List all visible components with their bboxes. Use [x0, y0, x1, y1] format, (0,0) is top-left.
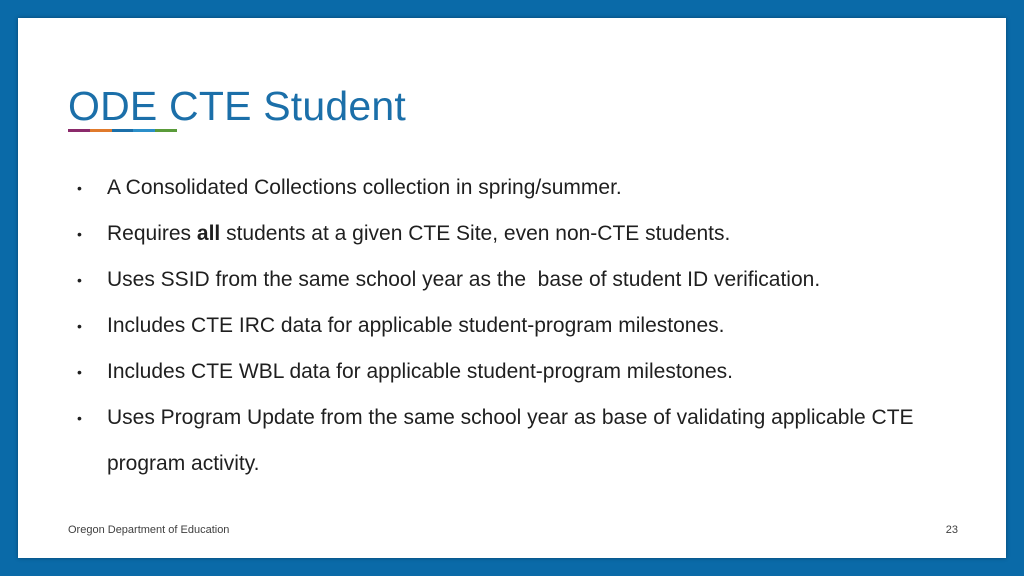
bullet-dot: • [77, 364, 82, 380]
bullet-text: Includes CTE WBL data for applicable student-program milestones. [107, 360, 734, 383]
accent-segment-4 [133, 129, 155, 132]
bullet-item-4 [68, 303, 968, 349]
page-number: 23 [945, 524, 958, 536]
bullet-text-pre: Requires [107, 222, 197, 245]
footer-organization: Oregon Department of Education [68, 524, 230, 536]
slide [18, 18, 1006, 558]
title-accent-bar [68, 129, 177, 132]
bullet-item-2 [68, 211, 968, 257]
bullet-item-3 [68, 257, 968, 303]
accent-segment-3 [112, 129, 134, 132]
bullet-text: Uses Program Update from the same school year as base of validating applicable CTE program activity. [107, 406, 914, 475]
bullet-text: A Consolidated Collections collection in spring/summer. [107, 176, 622, 199]
bullet-dot: • [77, 410, 82, 426]
bullet-dot: • [77, 318, 82, 334]
bullet-text-post: students at a given CTE Site, even non-CTE students. [220, 222, 731, 245]
bullet-item-5 [68, 349, 968, 395]
accent-segment-5 [155, 129, 177, 132]
bullet-dot: • [77, 226, 82, 242]
bullet-item-6 [68, 395, 968, 487]
accent-segment-2 [90, 129, 112, 132]
bullet-text: Includes CTE IRC data for applicable student-program milestones. [107, 314, 725, 337]
bullet-text-bold: all [196, 222, 221, 245]
bullet-dot: • [77, 272, 82, 288]
bullet-item-1 [68, 165, 968, 211]
bullet-dot: • [77, 180, 82, 196]
accent-segment-1 [68, 129, 90, 132]
slide-title: ODE CTE Student [68, 83, 406, 129]
bullet-list [68, 165, 968, 487]
bullet-text: Uses SSID from the same school year as the base of student ID verification. [107, 268, 821, 291]
